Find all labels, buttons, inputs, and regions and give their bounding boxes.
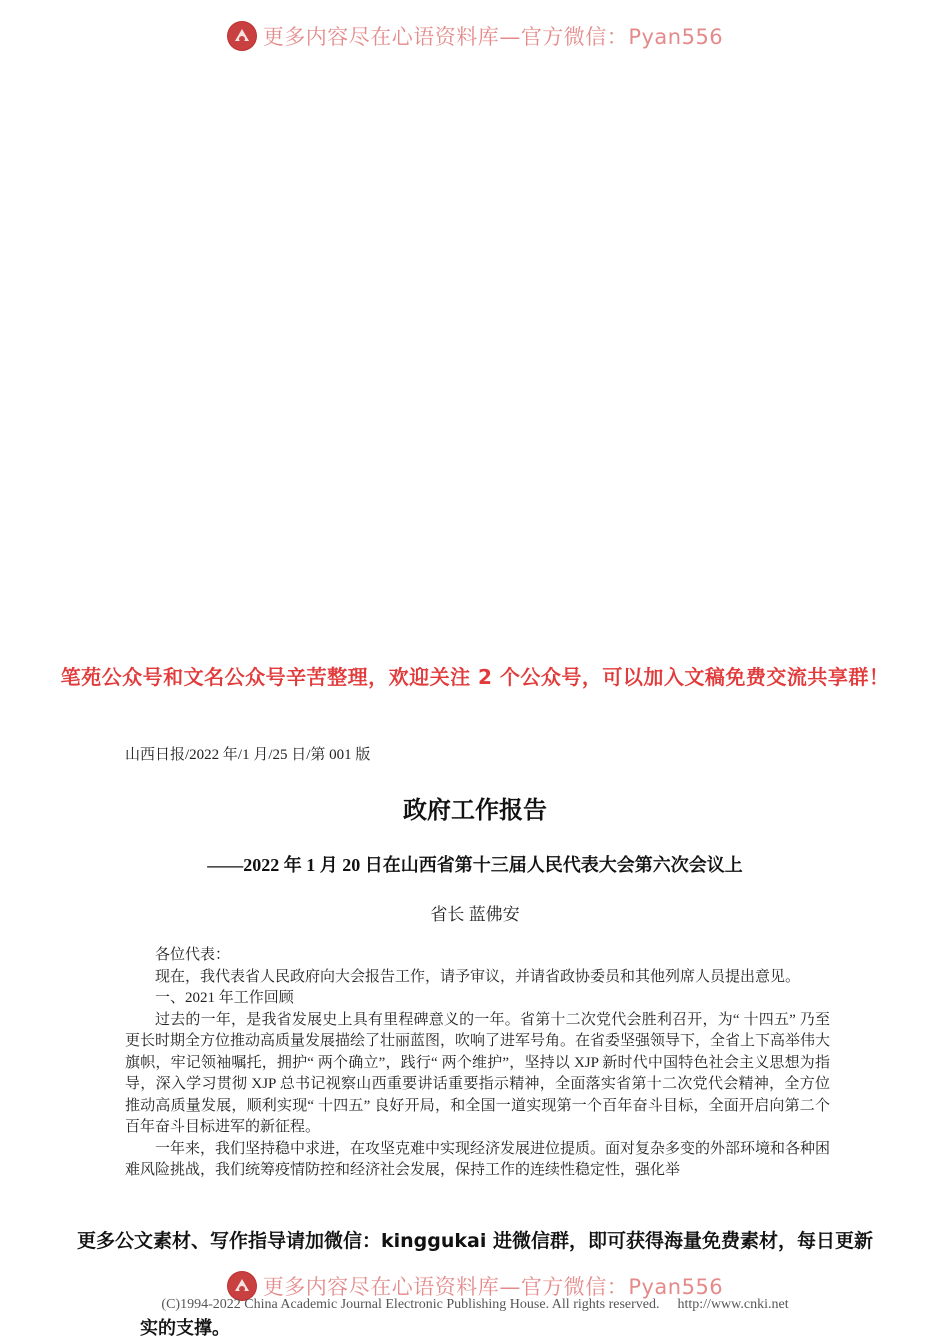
body-text bbox=[125, 945, 830, 1182]
promo-line: 笔苑公众号和文名公众号辛苦整理，欢迎关注 2 个公众号，可以加入文稿免费交流共享群！ bbox=[60, 665, 890, 689]
watermark-banner-top bbox=[0, 18, 950, 54]
cut-off-text: 实的支撑。 bbox=[140, 1318, 230, 1339]
copyright-text: (C)1994-2022 China Academic Journal Electronic Publishing House. All rights reserved. bbox=[161, 1297, 660, 1312]
bottom-ad-line: 更多公文素材、写作指导请加微信：kinggukai 进微信群，即可获得海量免费素材，每日更新 bbox=[0, 1224, 950, 1258]
watermark-text: 更多内容尽在心语资料库—官方微信：Pyan556 bbox=[262, 1275, 724, 1299]
paragraph: 各位代表： bbox=[155, 947, 231, 963]
paragraph: 一、2021 年工作回顾 bbox=[155, 990, 294, 1006]
page-subtitle: ——2022 年 1 月 20 日在山西省第十三届人民代表大会第六次会议上 bbox=[207, 855, 743, 875]
watermark-text: 更多内容尽在心语资料库—官方微信：Pyan556 bbox=[262, 25, 724, 49]
logo-icon bbox=[227, 21, 257, 51]
copyright-line bbox=[0, 1297, 950, 1313]
paragraph: 过去的一年，是我省发展史上具有里程碑意义的一年。省第十二次党代会胜利召开，为“ 十四五” 乃至更长时期全方位推动高质量发展描绘了壮丽蓝图，吹响了进军号角。在省委坚强领导下，全省上下高举伟大旗帜，牢记领袖嘱托，拥护“ 两个确立”，践行“ 两个维护”，坚持以 XJP 新时代中国特色社会主义思想为指导，深入学习贯彻 XJP 总书记视察山西重要讲话重要指示精神，全面落实省第十二次党代会精神，全方位推动高质量发展，顺利实现“ 十四五” 良好开局，和全国一道实现第一个百年奋斗目标，全面开启向第二个百年奋斗目标进军的新征程。 bbox=[125, 1011, 831, 1135]
author-line: 省长 蓝佛安 bbox=[430, 905, 520, 924]
page-title: 政府工作报告 bbox=[403, 796, 547, 824]
paragraph: 现在，我代表省人民政府向大会报告工作，请予审议，并请省政协委员和其他列席人员提出意见。 bbox=[155, 968, 801, 985]
cnki-link[interactable]: http://www.cnki.net bbox=[677, 1297, 789, 1312]
paragraph: 一年来，我们坚持稳中求进，在攻坚克难中实现经济发展进位提质。面对复杂多变的外部环境和各种困难风险挑战，我们统筹疫情防控和经济社会发展，保持工作的连续性稳定性，强化举 bbox=[125, 1140, 831, 1178]
source-line: 山西日报/2022 年/1 月/25 日/第 001 版 bbox=[125, 747, 371, 763]
